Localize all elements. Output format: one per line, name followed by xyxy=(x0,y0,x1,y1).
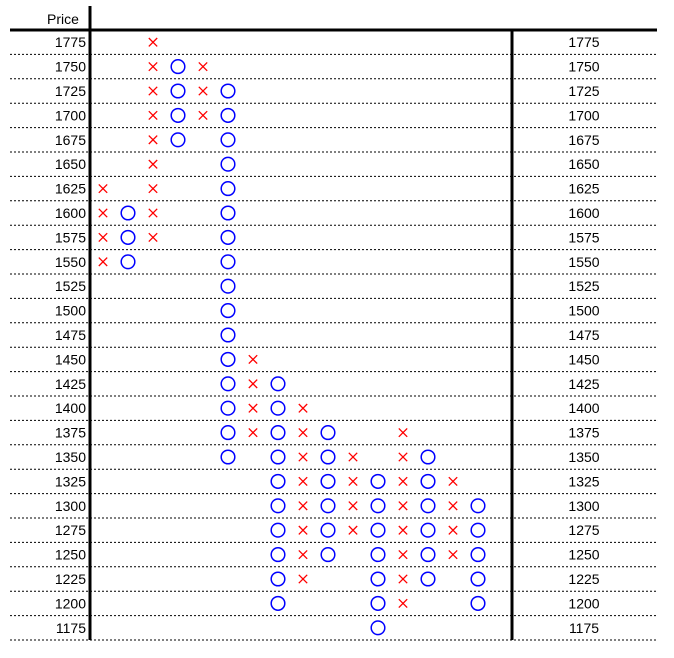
o-mark xyxy=(371,475,385,489)
o-mark xyxy=(221,231,235,245)
o-mark xyxy=(321,426,335,440)
o-mark xyxy=(371,548,385,562)
x-mark xyxy=(299,526,307,534)
x-mark xyxy=(349,453,357,461)
o-mark xyxy=(271,523,285,537)
price-label-right: 1450 xyxy=(568,351,600,368)
price-label-right: 1750 xyxy=(568,58,600,75)
o-mark xyxy=(221,84,235,98)
price-label-right: 1200 xyxy=(568,595,600,612)
o-mark xyxy=(271,377,285,391)
price-label-right: 1525 xyxy=(568,278,600,295)
o-mark xyxy=(371,523,385,537)
o-mark xyxy=(221,279,235,293)
x-mark xyxy=(149,136,157,144)
x-mark xyxy=(299,575,307,583)
price-label-right: 1225 xyxy=(568,571,600,587)
o-mark xyxy=(371,499,385,513)
x-mark xyxy=(99,258,107,266)
o-mark xyxy=(121,206,135,220)
price-label-left: 1650 xyxy=(54,156,86,173)
price-labels-right xyxy=(568,34,599,636)
price-label-right: 1475 xyxy=(568,327,600,343)
price-label-left: 1775 xyxy=(54,34,86,51)
price-label-right: 1175 xyxy=(568,619,600,636)
x-mark xyxy=(249,404,257,412)
x-mark xyxy=(249,380,257,388)
o-mark xyxy=(271,499,285,513)
price-label-right: 1400 xyxy=(568,400,600,417)
x-mark xyxy=(149,87,157,95)
price-label-left: 1725 xyxy=(54,83,86,99)
price-label-right: 1725 xyxy=(568,83,600,99)
price-label-right: 1250 xyxy=(568,546,600,563)
price-label-right: 1575 xyxy=(568,229,600,246)
price-label-left: 1525 xyxy=(54,278,86,295)
o-mark xyxy=(471,523,485,537)
price-label-left: 1700 xyxy=(54,107,86,124)
x-mark xyxy=(449,477,457,485)
x-mark xyxy=(199,62,207,70)
o-mark xyxy=(321,499,335,513)
price-label-right: 1500 xyxy=(568,302,600,319)
price-label-left: 1225 xyxy=(54,571,86,587)
price-label-left: 1675 xyxy=(54,131,86,148)
o-mark xyxy=(221,109,235,123)
o-mark xyxy=(221,450,235,464)
price-label-right: 1375 xyxy=(568,424,600,441)
x-mark xyxy=(99,209,107,217)
o-mark xyxy=(171,133,185,147)
o-mark xyxy=(271,401,285,415)
price-label-right: 1775 xyxy=(568,34,600,51)
o-mark xyxy=(171,109,185,123)
o-mark xyxy=(421,548,435,562)
x-mark xyxy=(149,62,157,70)
price-axis-header: Price xyxy=(47,11,79,27)
price-label-left: 1450 xyxy=(54,351,86,368)
x-mark xyxy=(149,160,157,168)
x-mark xyxy=(399,599,407,607)
o-mark xyxy=(371,572,385,586)
o-mark xyxy=(321,475,335,489)
price-label-right: 1675 xyxy=(568,131,600,148)
o-mark xyxy=(271,426,285,440)
o-mark xyxy=(471,499,485,513)
o-mark xyxy=(321,548,335,562)
x-mark xyxy=(149,184,157,192)
price-labels-left xyxy=(55,34,86,636)
o-mark xyxy=(271,572,285,586)
o-mark xyxy=(271,548,285,562)
o-mark xyxy=(421,523,435,537)
x-mark xyxy=(399,453,407,461)
price-label-left: 1475 xyxy=(54,327,86,343)
price-label-right: 1600 xyxy=(568,205,600,221)
price-label-left: 1550 xyxy=(54,253,86,270)
price-label-left: 1200 xyxy=(54,595,86,612)
x-mark xyxy=(149,38,157,46)
price-label-left: 1500 xyxy=(54,302,86,319)
o-mark xyxy=(421,499,435,513)
o-mark xyxy=(371,597,385,611)
x-mark xyxy=(249,355,257,363)
o-mark xyxy=(471,548,485,562)
o-mark xyxy=(271,450,285,464)
price-label-left: 1750 xyxy=(54,58,86,75)
x-mark xyxy=(349,477,357,485)
o-mark xyxy=(321,523,335,537)
x-mark xyxy=(449,502,457,510)
x-mark xyxy=(149,111,157,119)
o-mark xyxy=(171,84,185,98)
x-mark xyxy=(399,575,407,583)
x-mark xyxy=(399,428,407,436)
o-mark xyxy=(221,157,235,171)
price-label-right: 1350 xyxy=(568,449,600,465)
o-mark xyxy=(221,133,235,147)
x-mark xyxy=(149,233,157,241)
o-mark xyxy=(221,206,235,220)
price-label-left: 1400 xyxy=(54,400,86,417)
price-label-right: 1325 xyxy=(568,473,600,490)
x-mark xyxy=(299,477,307,485)
o-mark xyxy=(471,572,485,586)
price-label-left: 1250 xyxy=(54,546,86,563)
o-mark xyxy=(471,597,485,611)
price-label-left: 1575 xyxy=(54,229,86,246)
o-mark xyxy=(421,450,435,464)
x-mark xyxy=(299,502,307,510)
x-mark xyxy=(299,404,307,412)
x-mark xyxy=(99,233,107,241)
price-label-left: 1275 xyxy=(54,522,86,539)
price-label-left: 1300 xyxy=(54,497,86,514)
o-mark xyxy=(371,621,385,635)
x-mark xyxy=(199,87,207,95)
x-mark xyxy=(399,502,407,510)
price-label-right: 1625 xyxy=(568,180,600,197)
x-mark xyxy=(299,453,307,461)
x-mark xyxy=(449,550,457,558)
x-mark xyxy=(399,477,407,485)
x-mark xyxy=(149,209,157,217)
price-label-left: 1425 xyxy=(54,375,86,392)
price-label-left: 1375 xyxy=(54,424,86,441)
o-mark xyxy=(221,328,235,342)
price-label-left: 1175 xyxy=(55,619,86,636)
x-mark xyxy=(299,428,307,436)
price-label-left: 1325 xyxy=(54,473,86,490)
price-label-right: 1700 xyxy=(568,107,600,124)
o-mark xyxy=(221,377,235,391)
x-mark xyxy=(399,550,407,558)
o-mark xyxy=(421,572,435,586)
o-mark xyxy=(221,182,235,196)
price-label-right: 1275 xyxy=(568,522,600,539)
price-label-left: 1350 xyxy=(54,449,86,465)
x-mark xyxy=(349,502,357,510)
x-mark xyxy=(99,184,107,192)
x-mark xyxy=(199,111,207,119)
o-mark xyxy=(221,426,235,440)
o-mark xyxy=(221,304,235,318)
o-mark xyxy=(271,475,285,489)
o-mark xyxy=(121,231,135,245)
price-label-left: 1600 xyxy=(54,205,86,221)
o-mark xyxy=(321,450,335,464)
o-mark xyxy=(271,597,285,611)
x-mark xyxy=(249,428,257,436)
chart-grid xyxy=(10,6,657,640)
price-label-right: 1300 xyxy=(568,497,600,514)
o-mark xyxy=(121,255,135,269)
o-mark xyxy=(171,60,185,74)
o-mark xyxy=(221,255,235,269)
price-label-right: 1550 xyxy=(568,253,600,270)
x-mark xyxy=(449,526,457,534)
x-mark xyxy=(349,526,357,534)
o-mark xyxy=(421,475,435,489)
o-mark xyxy=(221,353,235,367)
x-mark xyxy=(399,526,407,534)
price-label-left: 1625 xyxy=(54,180,86,197)
price-label-right: 1425 xyxy=(568,375,600,392)
o-mark xyxy=(221,401,235,415)
x-mark xyxy=(299,550,307,558)
price-label-right: 1650 xyxy=(568,156,600,173)
